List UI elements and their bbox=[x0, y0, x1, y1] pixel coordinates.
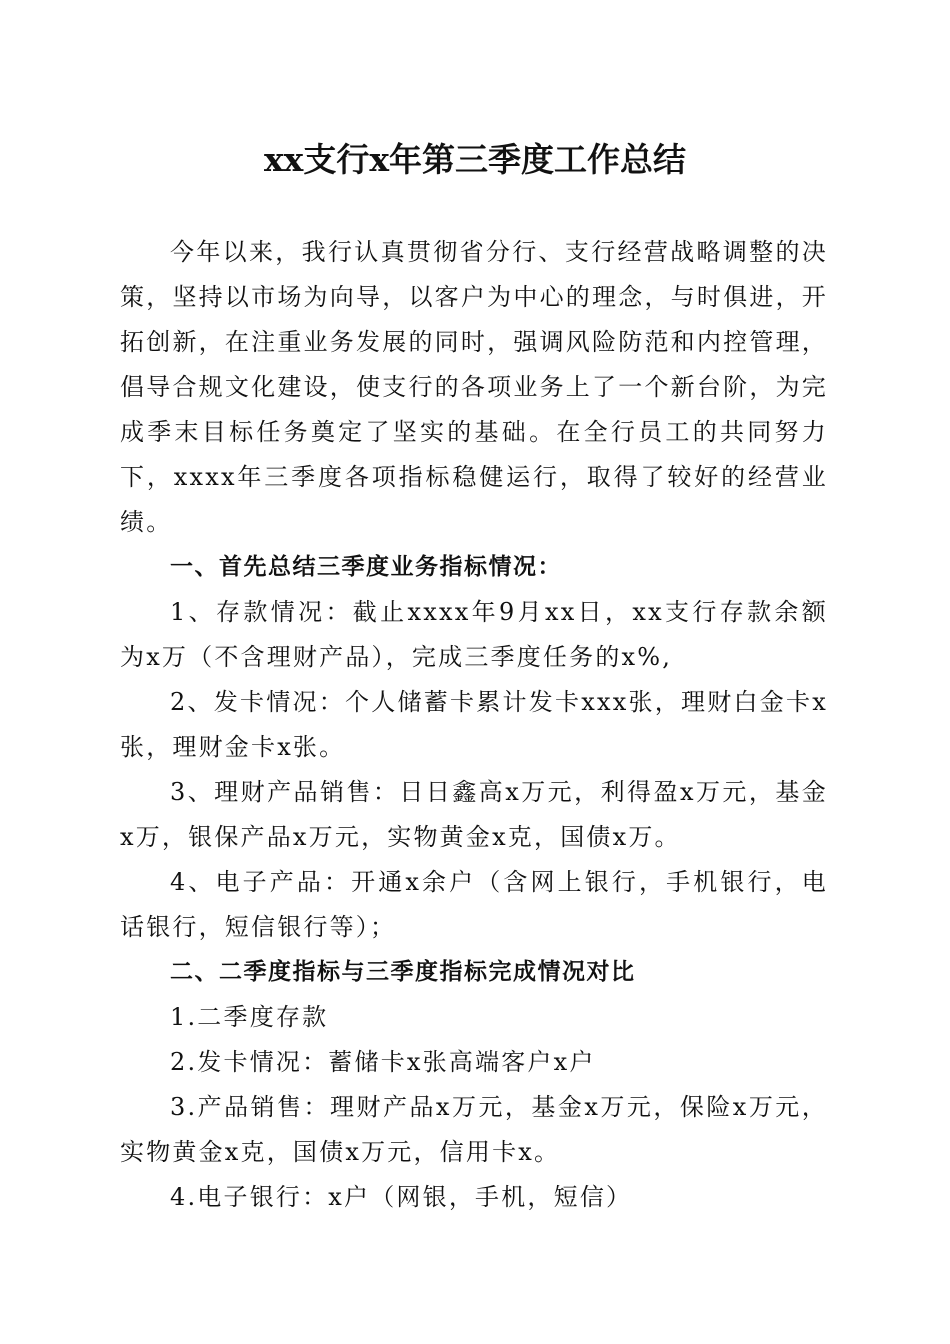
paragraph-intro: 今年以来，我行认真贯彻省分行、支行经营战略调整的决策，坚持以市场为向导，以客户为中心的理念，与时俱进，开拓创新，在注重业务发展的同时，强调风险防范和内控管理，倡导合规文化建设，使支行的各项业务上了一个新台阶，为完成季末目标任务奠定了坚实的基础。在全行员工的共同努力下，xxxx年三季度各项指标稳健运行，取得了较好的经营业绩。 bbox=[120, 238, 828, 536]
document-title: xx支行x年第三季度工作总结 bbox=[263, 140, 687, 179]
paragraph-q2-e-banking: 4.电子银行：x户（网银，手机，短信） bbox=[170, 1183, 633, 1211]
paragraph-card-issuance: 2、发卡情况：个人储蓄卡累计发卡xxx张，理财白金卡x张，理财金卡x张。 bbox=[120, 688, 828, 761]
section-heading-1: 一、首先总结三季度业务指标情况： bbox=[170, 554, 562, 580]
paragraph-wealth-products: 3、理财产品销售：日日鑫高x万元，利得盈x万元，基金x万，银保产品x万元，实物黄金x克，国债x万。 bbox=[120, 778, 828, 851]
paragraph-deposits: 1、存款情况：截止xxxx年9月xx日，xx支行存款余额为x万（不含理财产品），完成三季度任务的x%, bbox=[120, 598, 828, 671]
paragraph-electronic-products: 4、电子产品：开通x余户（含网上银行，手机银行，电话银行，短信银行等）； bbox=[120, 868, 828, 941]
document-body bbox=[120, 230, 828, 1220]
paragraph-q2-product-sales: 3.产品销售：理财产品x万元，基金x万元，保险x万元，实物黄金x克，国债x万元，信用卡x。 bbox=[120, 1093, 828, 1166]
section-heading-2: 二、二季度指标与三季度指标完成情况对比 bbox=[170, 959, 636, 985]
paragraph-q2-cards: 2.发卡情况：蓄储卡x张高端客户x户 bbox=[170, 1048, 596, 1076]
paragraph-q2-deposits: 1.二季度存款 bbox=[170, 1003, 329, 1031]
